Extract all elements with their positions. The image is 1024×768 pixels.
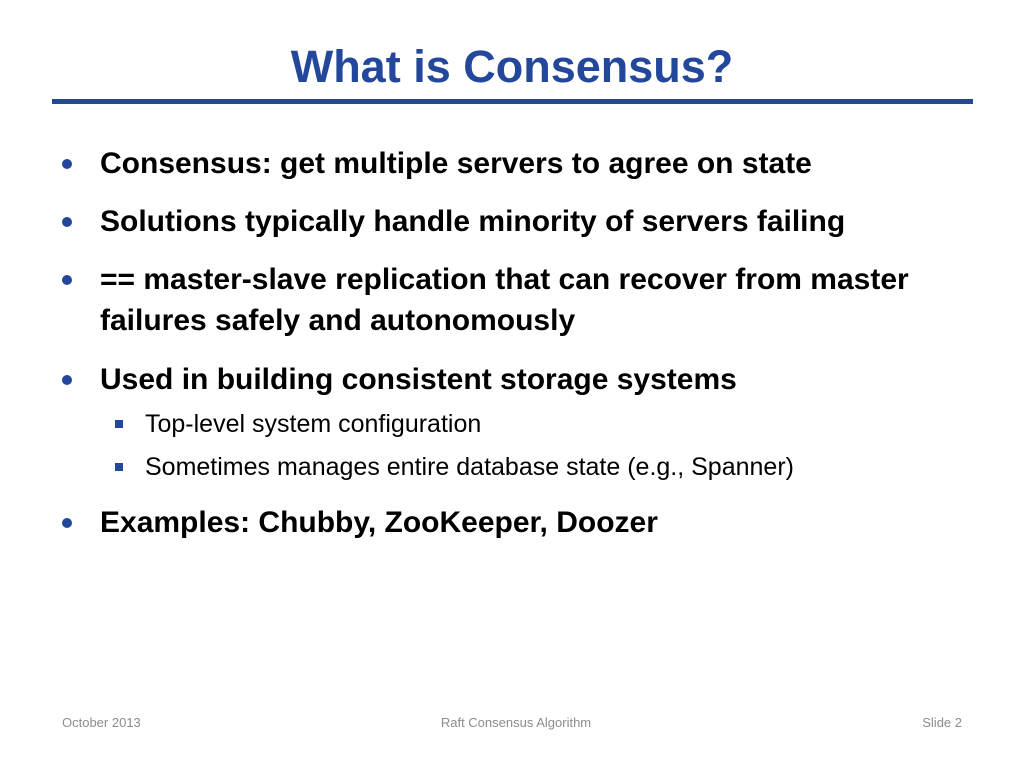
title-underline xyxy=(52,99,973,104)
bullet-dot-icon xyxy=(62,217,72,227)
sub-bullet-square-icon xyxy=(115,420,123,428)
bullet-item xyxy=(100,502,980,543)
bullet-text: Examples: Chubby, ZooKeeper, Doozer xyxy=(100,506,658,539)
bullet-item xyxy=(100,201,980,242)
bullet-dot-icon xyxy=(62,275,72,285)
sub-bullet-item xyxy=(145,409,985,439)
footer-presentation-title: Raft Consensus Algorithm xyxy=(440,715,592,730)
bullet-text: == master-slave replication that can recover from master failures safely and autonomously xyxy=(100,263,909,337)
bullet-text: Solutions typically handle minority of servers failing xyxy=(100,205,846,238)
footer-slide-number: Slide 2 xyxy=(922,715,962,730)
bullet-item xyxy=(100,143,980,184)
sub-bullet-text: Sometimes manages entire database state (e.g., Spanner) xyxy=(145,453,794,481)
footer-date: October 2013 xyxy=(62,715,141,730)
bullet-dot-icon xyxy=(62,159,72,169)
sub-bullet-text: Top-level system configuration xyxy=(145,410,482,438)
bullet-item xyxy=(100,259,930,341)
sub-bullet-square-icon xyxy=(115,463,123,471)
bullet-dot-icon xyxy=(62,518,72,528)
bullet-dot-icon xyxy=(62,375,72,385)
bullet-text: Used in building consistent storage systems xyxy=(100,363,737,396)
bullet-text: Consensus: get multiple servers to agree on state xyxy=(100,147,812,180)
sub-bullet-item xyxy=(145,452,985,482)
slide-title: What is Consensus? xyxy=(290,41,734,92)
bullet-item xyxy=(100,359,980,400)
